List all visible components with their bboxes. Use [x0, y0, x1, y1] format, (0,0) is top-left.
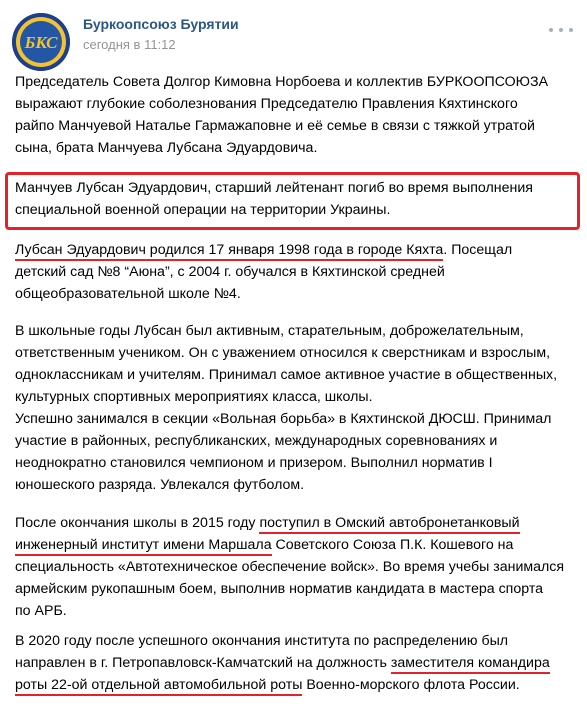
text-fragment: Военно-морского флота России.: [302, 677, 520, 693]
more-options-icon[interactable]: [549, 24, 573, 36]
community-name-link[interactable]: Буркоопсоюз Бурятии: [83, 16, 239, 32]
text-line: культурных спортивных мероприятиях класса, школы.: [15, 389, 373, 405]
text-line: [15, 674, 575, 696]
paragraph-birth: [15, 239, 575, 305]
underlined-birth-info: Лубсан Эдуардович родился 17 января 1998 года в городе Кяхта: [15, 242, 443, 261]
text-line: специальность «Автотехническое обеспечение войск». Во время учебы занимался: [15, 559, 565, 575]
text-line: армейским рукопашным боем, выполнив норматив кандидата в мастера спорта: [15, 581, 544, 597]
text-line: неоднократно становился чемпионом и призером. Выполнил норматив I: [15, 455, 493, 471]
text-fragment: направлен в г. Петропавловск-Камчатский на должность: [15, 655, 391, 671]
post-timestamp[interactable]: сегодня в 11:12: [83, 37, 176, 52]
text-line: сына, брата Манчуева Лубсана Эдуардовича.: [15, 140, 318, 156]
text-fragment: . Посещал: [443, 242, 513, 258]
text-line: [15, 239, 575, 261]
text-line: ответственным учеником. Он с уважением относился к сверстникам и взрослым,: [15, 345, 551, 361]
underlined-institute: поступил в Омский автобронетанковый: [259, 515, 519, 534]
paragraph-service: [15, 630, 575, 696]
paragraph-school-years: [15, 320, 575, 496]
text-line: В 2020 году после успешного окончания института по распределению был: [15, 633, 509, 649]
text-line: общеобразовательной школе №4.: [15, 286, 241, 302]
text-line: одноклассникам и учителям. Принимал самое активное участие в общественных,: [15, 367, 558, 383]
paragraph-condolences: [15, 71, 575, 159]
text-line: [15, 534, 575, 556]
text-line: по АРБ.: [15, 603, 67, 619]
text-line: В школьные годы Лубсан был активным, старательным, доброжелательным,: [15, 323, 524, 339]
text-line: райпо Манчуевой Наталье Гармажаповне и её семье в связи с тяжкой утратой: [15, 118, 535, 134]
text-fragment: Советского Союза П.К. Кошевого на: [271, 537, 514, 553]
community-logo-icon: [12, 13, 70, 71]
text-line: выражают глубокие соболезнования Председателю Правления Кяхтинского: [15, 96, 518, 112]
post-header: [0, 0, 587, 66]
text-line: Манчуев Лубсан Эдуардович, старший лейтенант погиб во время выполнения: [15, 180, 533, 196]
paragraph-death-notice: [15, 177, 575, 221]
underlined-institute-cont: инженерный институт имени Маршала: [15, 537, 272, 556]
text-line: юношеского разряда. Увлекался футболом.: [15, 477, 305, 493]
underlined-position-cont: роты 22-ой отдельной автомобильной роты: [15, 677, 302, 696]
underlined-position: заместителя командира: [391, 655, 550, 674]
logo-text: БКС: [24, 33, 58, 52]
text-line: детский сад №8 “Аюна”, с 2004 г. обучался в Кяхтинской средней: [15, 264, 445, 280]
text-line: участие в районных, республиканских, международных соревнованиях и: [15, 433, 498, 449]
text-fragment: После окончания школы в 2015 году: [15, 515, 260, 531]
text-line: специальной военной операции на территории Украины.: [15, 202, 391, 218]
text-line: [15, 652, 575, 674]
text-line: Успешно занимался в секции «Вольная борьба» в Кяхтинской ДЮСШ. Принимал: [15, 411, 552, 427]
paragraph-education: [15, 512, 575, 622]
text-line: [15, 512, 575, 534]
community-avatar[interactable]: [12, 13, 70, 71]
text-line: Председатель Совета Долгор Кимовна Норбоева и коллектив БУРКООПСОЮЗА: [15, 74, 549, 90]
